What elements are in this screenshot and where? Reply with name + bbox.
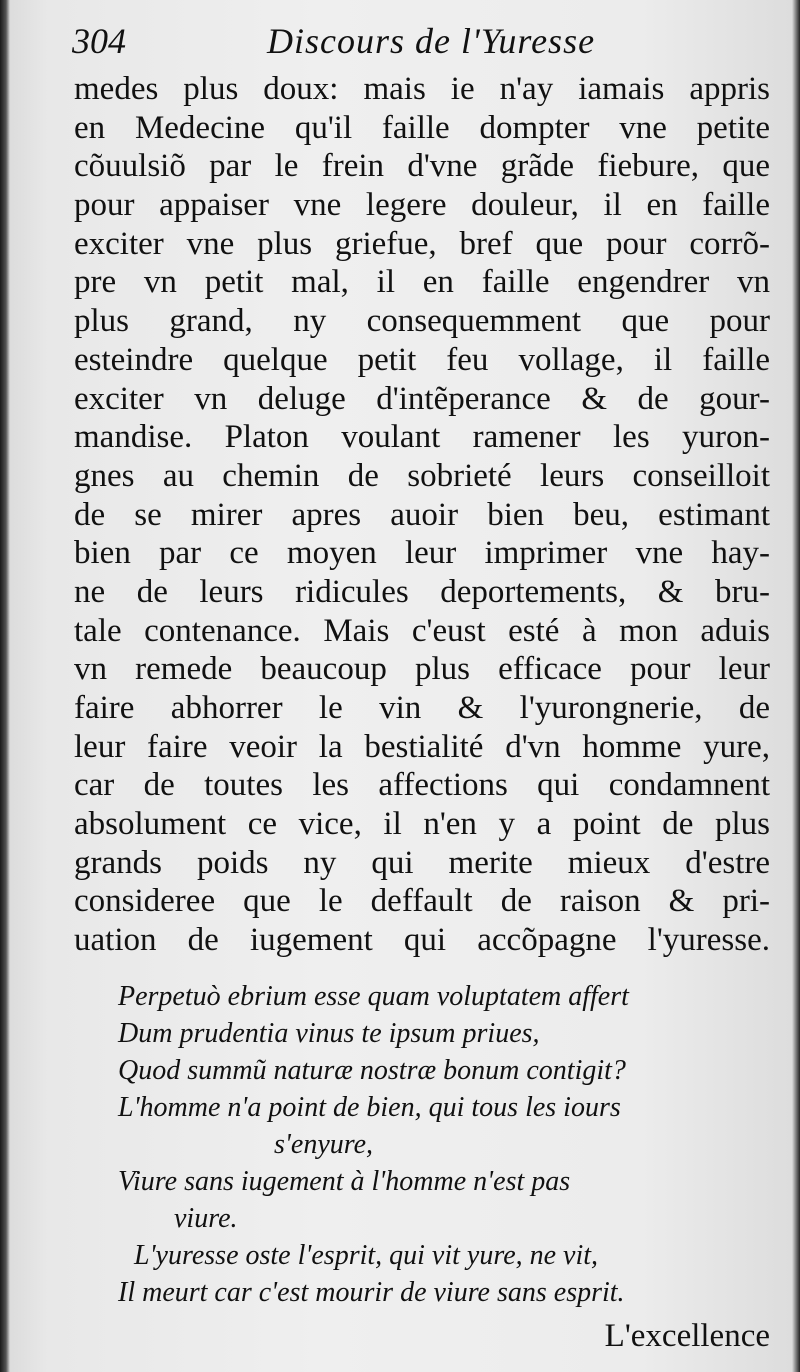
text-line: uation de iugement qui accõpagne l'yuresse. [74,922,770,959]
text-line: medes plus doux: mais ie n'ay iamais appris [74,71,770,107]
body-paragraph [74,70,770,960]
verse-quotation [74,978,770,1311]
text-line: faire abhorrer le vin & l'yurongnerie, de [74,690,770,726]
verse-line: viure. [174,1203,238,1234]
verse-line: Il meurt car c'est mourir de viure sans esprit. [118,1277,625,1308]
verse-line: Dum prudentia vinus te ipsum priues, [118,1018,540,1049]
text-line: esteindre quelque petit feu vollage, il faille [74,341,770,378]
verse-line: s'enyure, [274,1129,374,1160]
text-line: car de toutes les affections qui condamnent [74,767,770,804]
text-line: de se mirer apres auoir bien beu, estimant [74,496,770,533]
text-line: exciter vn deluge d'intẽperance & de gour- [74,380,770,417]
text-line: mandise. Platon voulant ramener les yuron- [74,419,770,456]
text-line: absolument ce vice, il n'en y a point de plus [74,806,770,843]
text-line: bien par ce moyen leur imprimer vne hay- [74,535,770,572]
text-line: en Medecine qu'il faille dompter vne petite [74,109,770,146]
text-line: cõuulsiõ par le frein d'vne grãde fiebure, que [74,148,770,185]
text-line: ne de leurs ridicules deportements, & bru- [74,573,770,610]
running-head: Discours de l'Yuresse [267,21,596,61]
text-line: plus grand, ny consequemment que pour [74,303,770,340]
text-line: pre vn petit mal, il en faille engendrer vn [74,264,770,301]
text-line: pour appaiser vne legere douleur, il en faille [74,187,770,224]
verse-line: Perpetuò ebrium esse quam voluptatem affert [118,981,629,1012]
catchword: L'excellence [604,1318,770,1354]
text-line: consideree que le deffault de raison & pri- [74,883,770,920]
text-line: grands poids ny qui merite mieux d'estre [74,844,770,881]
page-number: 304 [72,21,126,61]
text-line: exciter vne plus griefue, bref que pour corrõ- [74,225,770,262]
text-line: tale contenance. Mais c'eust esté à mon aduis [74,612,770,649]
verse-line: L'yuresse oste l'esprit, qui vit yure, ne vit, [134,1240,599,1271]
text-line: vn remede beaucoup plus efficace pour leur [74,651,770,688]
text-line: leur faire veoir la bestialité d'vn homme yure, [74,728,770,765]
verse-line: Viure sans iugement à l'homme n'est pas [118,1166,571,1197]
page-edge-shadow [792,0,800,1372]
text-line: gnes au chemin de sobrieté leurs conseilloit [74,457,770,494]
page-gutter-shadow [0,0,10,1372]
verse-line: Quod summũ naturæ nostræ bonum contigit? [118,1055,626,1086]
verse-line: L'homme n'a point de bien, qui tous les iours [118,1092,621,1123]
page-header [72,20,772,70]
